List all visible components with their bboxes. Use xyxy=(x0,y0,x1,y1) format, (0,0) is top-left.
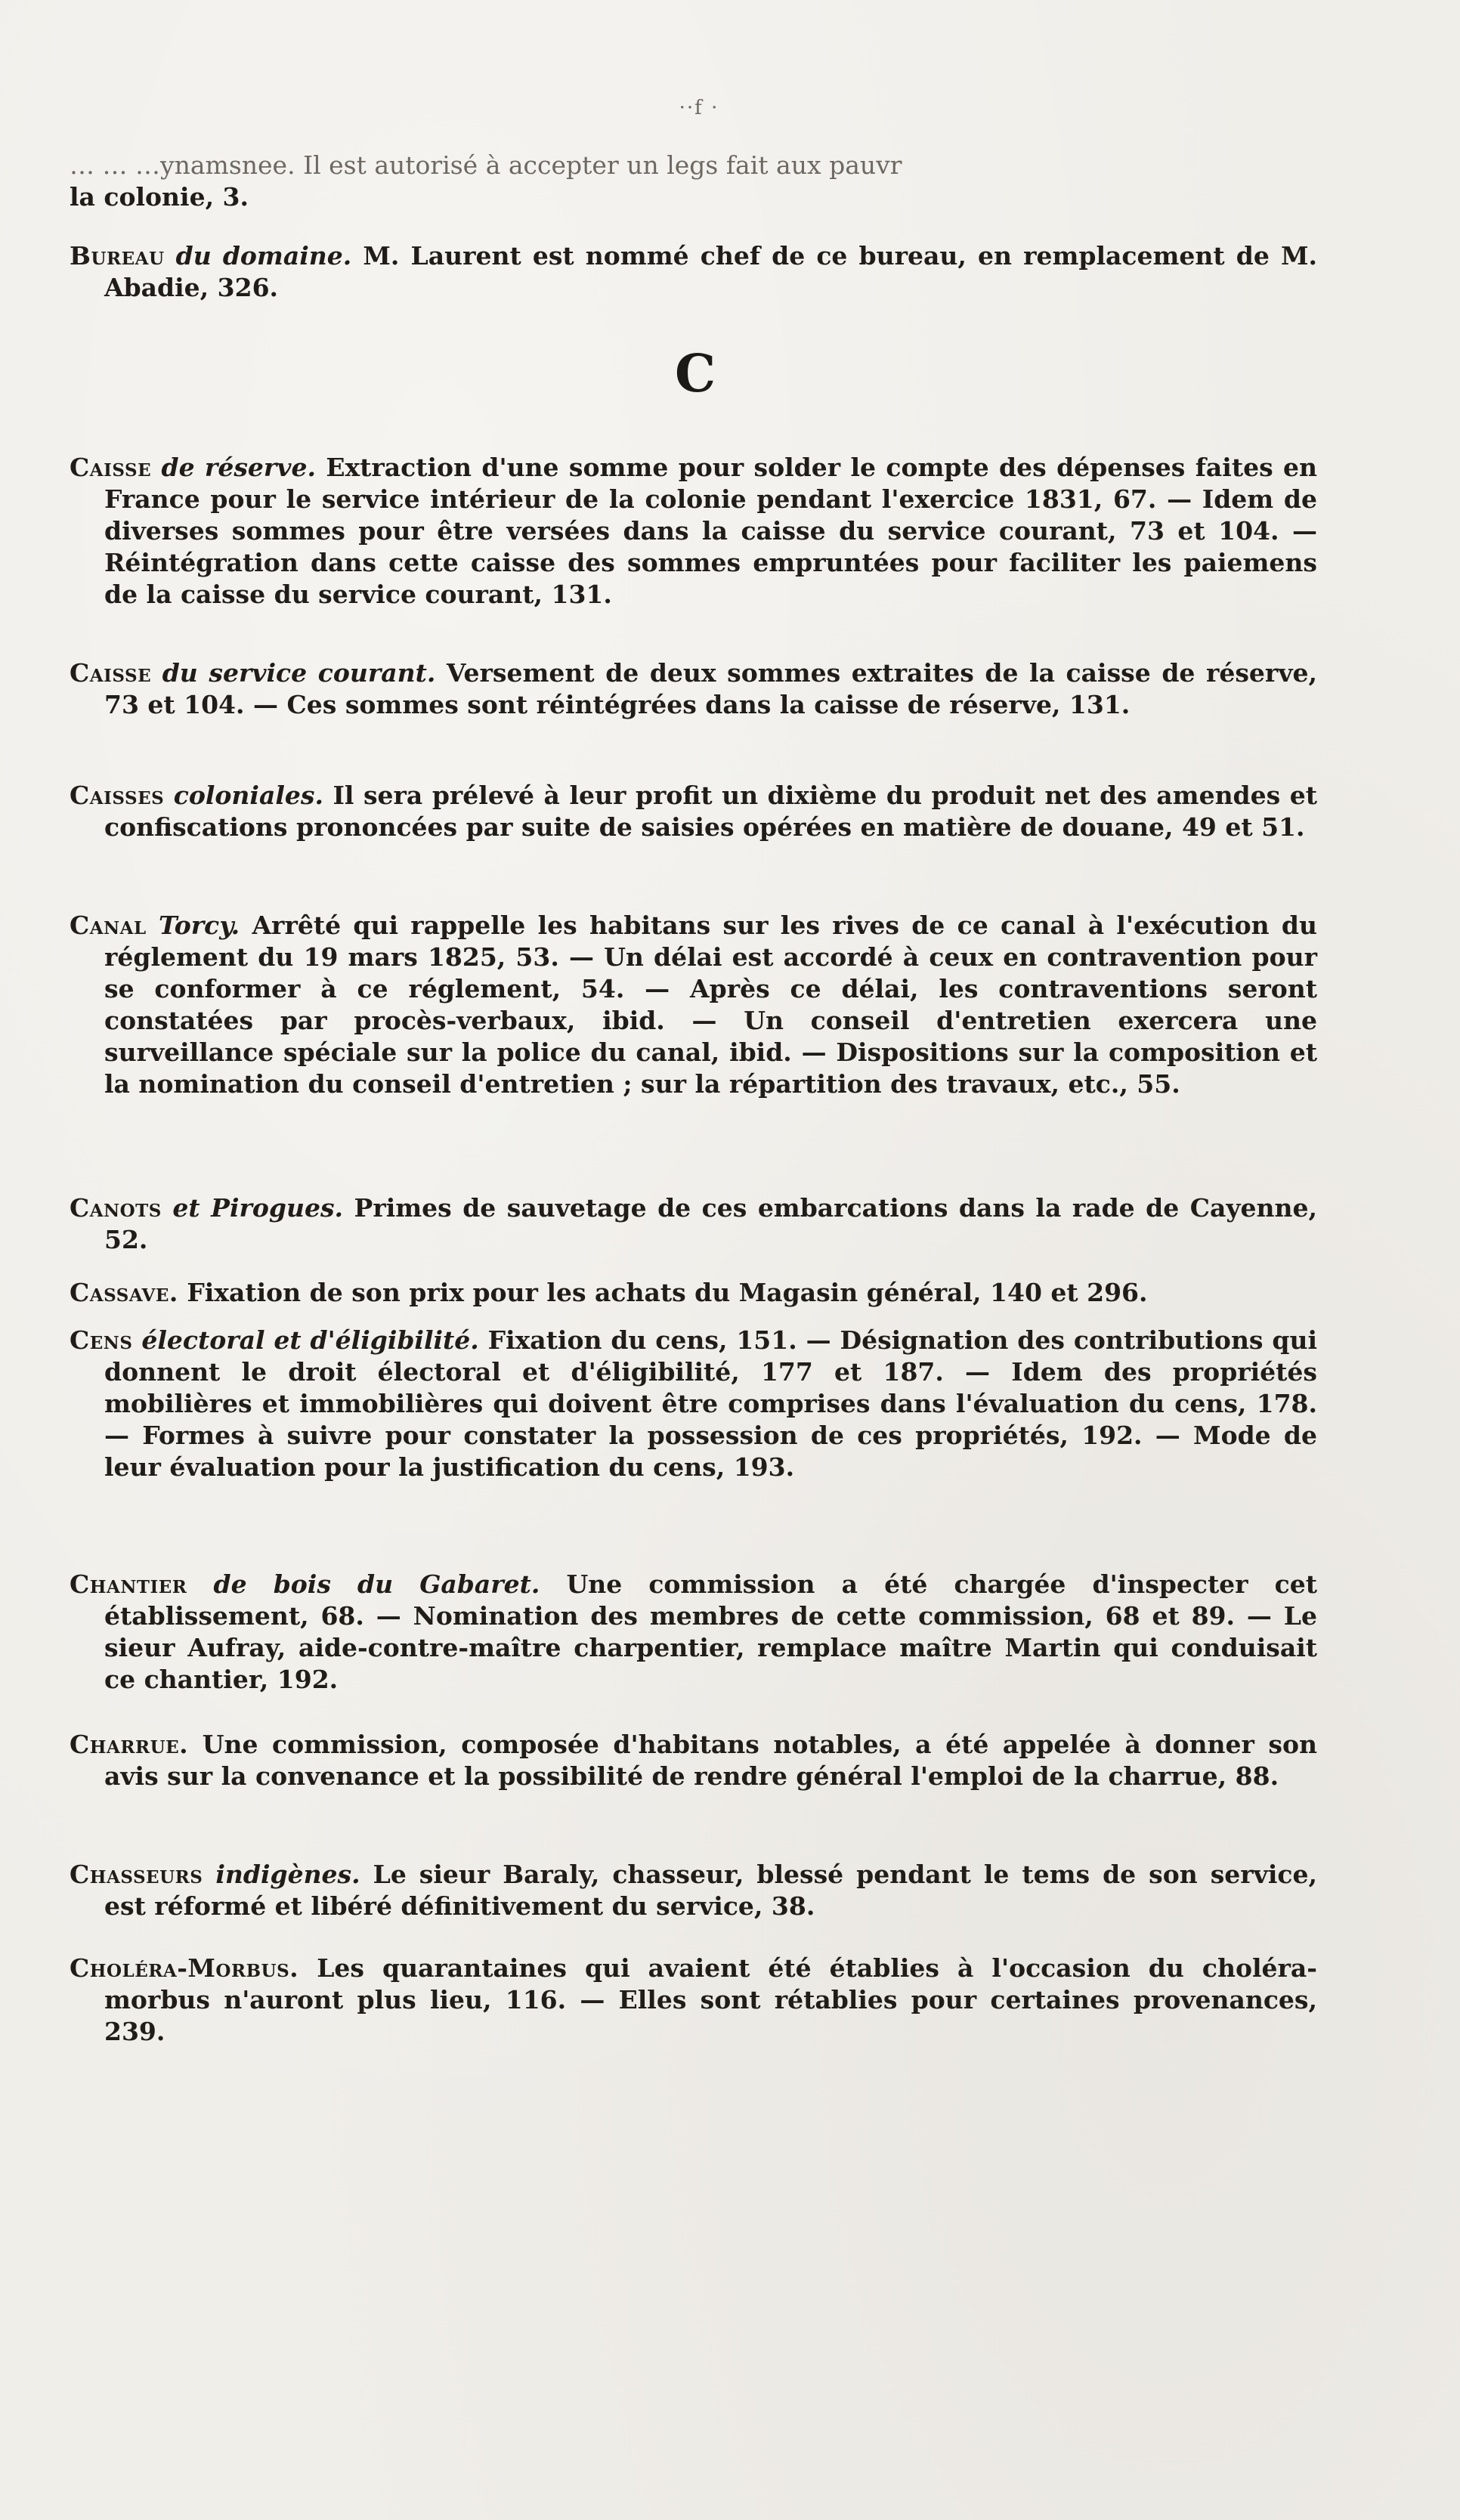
entry-head: Choléra-Morbus. xyxy=(70,1953,299,1983)
continued-entry-faded-line: … … …ynamsnee. Il est autorisé à accepter un legs fait aux pauvr xyxy=(70,150,902,180)
entry-body: Extraction d'une somme pour solder le compte des dépenses faites en France pour le service intérieur de la colonie pendant l'exercice 1831, 67. — Idem de diverses sommes pour être versées dans la caisse du service courant, 73 et 104. — Réintégration dans cette caisse des sommes empruntées pour faciliter les paiemens de la caisse du service courant, 131. xyxy=(104,453,1317,609)
entry-qualifier: indigènes. xyxy=(215,1860,360,1889)
index-entry-caisse-reserve xyxy=(70,452,1317,611)
entry-head: Cens xyxy=(70,1325,133,1355)
index-entry-cassave xyxy=(70,1277,1317,1309)
continued-entry-text: la colonie, 3. xyxy=(70,182,249,212)
entry-qualifier: électoral et d'éligibilité. xyxy=(141,1325,479,1355)
entry-body: Le sieur Baraly, chasseur, blessé pendant le tems de son service, est réformé et libéré définitivement du service, 38. xyxy=(104,1860,1317,1921)
section-letter: C xyxy=(674,344,716,404)
index-entry-cens xyxy=(70,1325,1317,1483)
entry-head: Caisse xyxy=(70,453,152,482)
entry-body: Les quarantaines qui avaient été établies à l'occasion du choléra-morbus n'auront plus lieu, 116. — Elles sont rétablies pour certaines provenances, 239. xyxy=(104,1953,1317,2046)
entry-body: M. Laurent est nommé chef de ce bureau, en remplacement de M. Abadie, 326. xyxy=(104,241,1317,302)
entry-body: Fixation du cens, 151. — Désignation des contributions qui donnent le droit électoral et d'éligibilité, 177 et 187. — Idem des propriétés mobilières et immobilières qui doivent être comprises dans l'évaluation du cens, 178. — Formes à suivre pour constater la possession de ces propriétés, 192. — Mode de leur évaluation pour la justification du cens, 193. xyxy=(104,1325,1317,1482)
entry-qualifier: de bois du Gabaret. xyxy=(213,1569,540,1599)
index-entry-chasseurs xyxy=(70,1859,1317,1922)
entry-body: Une commission a été chargée d'inspecter cet établissement, 68. — Nomination des membres de cette commission, 68 et 89. — Le sieur Aufray, aide-contre-maître charpentier, remplace maître Martin qui conduisait ce chantier, 192. xyxy=(104,1569,1318,1694)
entry-body: Une commission, composée d'habitans notables, a été appelée à donner son avis sur la convenance et la possibilité de rendre général l'emploi de la charrue, 88. xyxy=(104,1730,1317,1791)
entry-body: Il sera prélevé à leur profit un dixième du produit net des amendes et confiscations prononcées par suite de saisies opérées en matière de douane, 49 et 51. xyxy=(104,781,1317,842)
index-entry-canots xyxy=(70,1192,1317,1256)
entry-qualifier: Torcy. xyxy=(158,911,240,940)
index-entry-bureau xyxy=(70,240,1317,304)
index-entry-charrue xyxy=(70,1729,1317,1792)
entry-head: Chasseurs xyxy=(70,1860,203,1889)
entry-body: Versement de deux sommes extraites de la caisse de réserve, 73 et 104. — Ces sommes sont réintégrées dans la caisse de réserve, 131. xyxy=(104,658,1317,719)
index-entry-chantier xyxy=(70,1569,1317,1696)
continued-entry xyxy=(70,150,1282,213)
entry-head: Bureau xyxy=(70,241,165,271)
entry-body: Primes de sauvetage de ces embarcations dans la rade de Cayenne, 52. xyxy=(104,1193,1317,1254)
entry-head: Canal xyxy=(70,911,147,940)
entry-qualifier: du service courant. xyxy=(162,658,436,688)
entry-qualifier: de réserve. xyxy=(161,453,316,482)
page-folio: ··f · xyxy=(679,97,719,119)
index-entry-caisses-coloniales xyxy=(70,780,1317,843)
entry-body: Arrêté qui rappelle les habitans sur les rives de ce canal à l'exécution du réglement du 19 mars 1825, 53. — Un délai est accordé à ceux en contravention pour se conformer à ce réglement, 54. — Après ce délai, les contraventions seront constatées par procès-verbaux, ibid. — Un conseil d'entretien exercera une surveillance spéciale sur la police du canal, ibid. — Dispositions sur la composition et la nomination du conseil d'entretien ; sur la répartition des travaux, etc., 55. xyxy=(104,911,1317,1099)
entry-qualifier: coloniales. xyxy=(173,781,323,810)
entry-head: Canots xyxy=(70,1193,162,1223)
index-entry-canal xyxy=(70,910,1317,1100)
entry-qualifier: et Pirogues. xyxy=(172,1193,344,1223)
entry-body: Fixation de son prix pour les achats du Magasin général, 140 et 296. xyxy=(187,1278,1148,1307)
entry-head: Caisses xyxy=(70,781,165,810)
entry-head: Caisse xyxy=(70,658,152,688)
entry-head: Chantier xyxy=(70,1569,187,1599)
entry-qualifier: du domaine. xyxy=(175,241,352,271)
entry-head: Cassave. xyxy=(70,1278,178,1307)
index-entry-caisse-service xyxy=(70,657,1317,721)
index-entry-cholera xyxy=(70,1953,1317,2048)
entry-head: Charrue. xyxy=(70,1730,189,1759)
